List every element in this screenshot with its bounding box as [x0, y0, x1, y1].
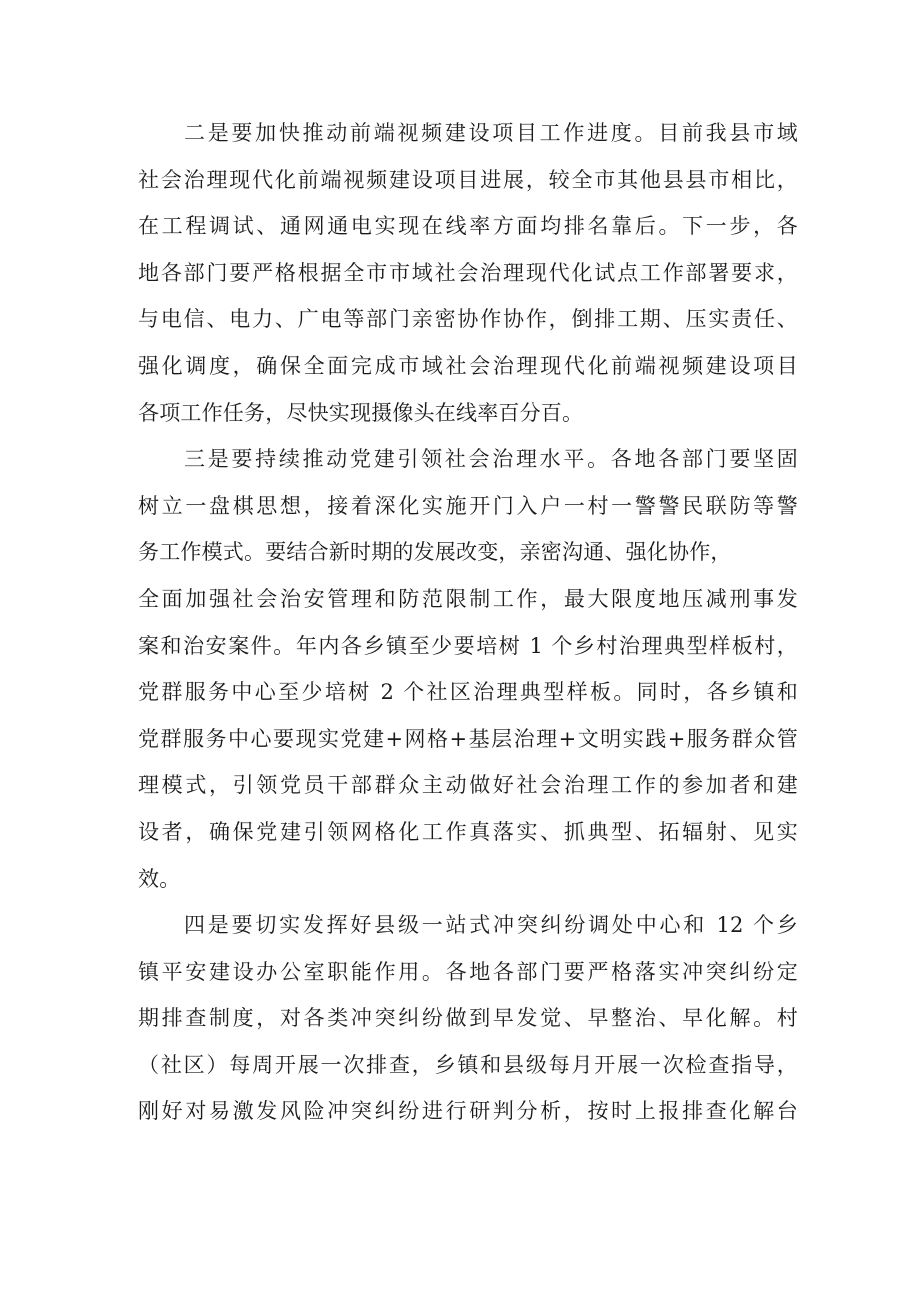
paragraph-line: 务工作模式。要结合新时期的发展改变，亲密沟通、强化协作，: [138, 540, 732, 565]
paragraph-line: 与电信、电力、广电等部门亲密协作协作，倒排工期、压实责任、: [138, 307, 798, 332]
paragraph-line: 地各部门要严格根据全市市域社会治理现代化试点工作部署要求，: [138, 260, 798, 285]
paragraph-line: 效。: [138, 866, 181, 891]
paragraph-line: 党群服务中心要现实党建+网格+基层治理+文明实践+服务群众管: [138, 726, 798, 751]
paragraph-line: 在工程调试、通网通电实现在线率方面均排名靠后。下一步，各: [138, 214, 798, 239]
paragraph-line: （社区）每周开展一次排查，乡镇和县级每月开展一次检查指导，: [138, 1052, 798, 1077]
paragraph-line: 强化调度，确保全面完成市域社会治理现代化前端视频建设项目: [138, 353, 798, 378]
paragraph-3: [138, 436, 798, 902]
paragraph-line: 党群服务中心至少培树 2 个社区治理典型样板。同时，各乡镇和: [138, 680, 798, 705]
paragraph-2: [138, 110, 798, 436]
paragraph-line: 树立一盘棋思想，接着深化实施开门入户一村一警警民联防等警: [138, 493, 798, 518]
paragraph-line: 期排查制度，对各类冲突纠纷做到早发觉、早整治、早化解。村: [138, 1006, 798, 1031]
paragraph-line: 理模式，引领党员干部群众主动做好社会治理工作的参加者和建: [138, 773, 798, 798]
paragraph-line: 设者，确保党建引领网格化工作真落实、抓典型、拓辐射、见实: [138, 819, 798, 844]
paragraph-line: 镇平安建设办公室职能作用。各地各部门要严格落实冲突纠纷定: [138, 959, 798, 984]
paragraph-line: 二是要加快推动前端视频建设项目工作进度。目前我县市域: [184, 121, 798, 145]
paragraph-line: 各项工作任务，尽快实现摄像头在线率百分百。: [138, 400, 584, 425]
paragraph-line: 案和治安案件。年内各乡镇至少要培树 1 个乡村治理典型样板村，: [138, 633, 798, 658]
paragraph-line: 社会治理现代化前端视频建设项目进展，较全市其他县县市相比，: [138, 167, 798, 192]
paragraph-line: 四是要切实发挥好县级一站式冲突纠纷调处中心和 12 个乡: [184, 913, 798, 938]
paragraph-4: [138, 902, 798, 1135]
paragraph-line: 三是要持续推动党建引领社会治理水平。各地各部门要坚固: [184, 447, 798, 472]
paragraph-line: 全面加强社会治安管理和防范限制工作，最大限度地压减刑事发: [138, 586, 798, 611]
document-body: [138, 110, 798, 1135]
paragraph-line: 刚好对易激发风险冲突纠纷进行研判分析，按时上报排查化解台: [138, 1099, 798, 1124]
